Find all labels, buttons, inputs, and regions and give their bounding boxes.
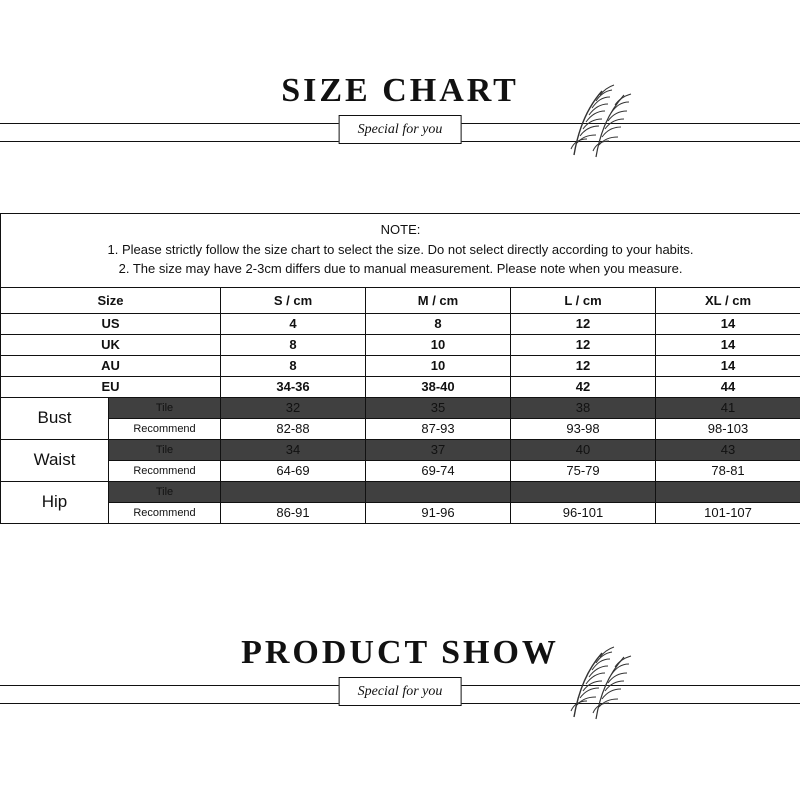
cell-bust-tile-l: 38 bbox=[511, 397, 656, 418]
cell-us-m: 8 bbox=[366, 313, 511, 334]
size-chart-table-wrap bbox=[0, 213, 800, 524]
cell-au-xl: 14 bbox=[656, 355, 800, 376]
cell-waist-tile-s: 34 bbox=[221, 439, 366, 460]
cell-hip-rec-m: 91-96 bbox=[366, 502, 511, 523]
sublabel-bust-recommend: Recommend bbox=[109, 418, 221, 439]
cell-uk-m: 10 bbox=[366, 334, 511, 355]
table-row bbox=[1, 334, 800, 355]
cell-bust-rec-m: 87-93 bbox=[366, 418, 511, 439]
ribbon-label: Special for you bbox=[357, 684, 443, 700]
row-label-eu: EU bbox=[1, 376, 221, 397]
sublabel-waist-recommend: Recommend bbox=[109, 460, 221, 481]
ribbon-badge-top bbox=[339, 115, 462, 144]
ribbon-label: Special for you bbox=[357, 122, 443, 138]
note-cell bbox=[1, 214, 800, 288]
note-row bbox=[1, 214, 800, 288]
note-line-2: 2. The size may have 2-3cm differs due to manual measurement. Please note when you measure. bbox=[118, 261, 683, 276]
cell-waist-tile-xl: 43 bbox=[656, 439, 800, 460]
row-label-uk: UK bbox=[1, 334, 221, 355]
group-label-waist: Waist bbox=[1, 439, 109, 481]
cell-us-s: 4 bbox=[221, 313, 366, 334]
table-row bbox=[1, 355, 800, 376]
sublabel-waist-tile: Tile bbox=[109, 439, 221, 460]
table-row-waist-tile bbox=[1, 439, 800, 460]
table-row-bust-tile bbox=[1, 397, 800, 418]
cell-uk-s: 8 bbox=[221, 334, 366, 355]
cell-eu-m: 38-40 bbox=[366, 376, 511, 397]
page-title: SIZE CHART bbox=[281, 72, 519, 109]
cell-bust-rec-s: 82-88 bbox=[221, 418, 366, 439]
cell-bust-tile-xl: 41 bbox=[656, 397, 800, 418]
banner-rules bbox=[0, 115, 800, 149]
sublabel-bust-tile: Tile bbox=[109, 397, 221, 418]
column-header-m: M / cm bbox=[366, 287, 511, 313]
cell-waist-rec-xl: 78-81 bbox=[656, 460, 800, 481]
cell-hip-tile-s bbox=[221, 481, 366, 502]
cell-au-m: 10 bbox=[366, 355, 511, 376]
cell-eu-s: 34-36 bbox=[221, 376, 366, 397]
column-header-size: Size bbox=[1, 287, 221, 313]
cell-hip-tile-xl bbox=[656, 481, 800, 502]
row-label-us: US bbox=[1, 313, 221, 334]
cell-waist-rec-s: 64-69 bbox=[221, 460, 366, 481]
table-row-waist-recommend bbox=[1, 460, 800, 481]
banner-rules-bottom bbox=[0, 677, 800, 711]
table-row-bust-recommend bbox=[1, 418, 800, 439]
table-header-row bbox=[1, 287, 800, 313]
size-chart-table bbox=[0, 213, 800, 524]
cell-uk-xl: 14 bbox=[656, 334, 800, 355]
cell-au-l: 12 bbox=[511, 355, 656, 376]
group-label-bust: Bust bbox=[1, 397, 109, 439]
section-title-product-show: PRODUCT SHOW bbox=[241, 634, 559, 671]
cell-us-xl: 14 bbox=[656, 313, 800, 334]
cell-us-l: 12 bbox=[511, 313, 656, 334]
cell-waist-rec-l: 75-79 bbox=[511, 460, 656, 481]
cell-waist-tile-m: 37 bbox=[366, 439, 511, 460]
sublabel-hip-recommend: Recommend bbox=[109, 502, 221, 523]
cell-bust-rec-xl: 98-103 bbox=[656, 418, 800, 439]
product-show-banner bbox=[0, 634, 800, 711]
cell-bust-tile-s: 32 bbox=[221, 397, 366, 418]
cell-eu-xl: 44 bbox=[656, 376, 800, 397]
cell-uk-l: 12 bbox=[511, 334, 656, 355]
table-row-hip-tile bbox=[1, 481, 800, 502]
cell-hip-tile-l bbox=[511, 481, 656, 502]
table-row-hip-recommend bbox=[1, 502, 800, 523]
cell-hip-tile-m bbox=[366, 481, 511, 502]
cell-waist-tile-l: 40 bbox=[511, 439, 656, 460]
ribbon-badge-bottom bbox=[339, 677, 462, 706]
group-label-hip: Hip bbox=[1, 481, 109, 523]
size-chart-banner bbox=[0, 72, 800, 149]
cell-hip-rec-s: 86-91 bbox=[221, 502, 366, 523]
column-header-l: L / cm bbox=[511, 287, 656, 313]
note-line-1: 1. Please strictly follow the size chart to select the size. Do not select directly according to your habits. bbox=[107, 241, 694, 257]
cell-au-s: 8 bbox=[221, 355, 366, 376]
cell-hip-rec-l: 96-101 bbox=[511, 502, 656, 523]
table-row bbox=[1, 313, 800, 334]
row-label-au: AU bbox=[1, 355, 221, 376]
table-row bbox=[1, 376, 800, 397]
cell-waist-rec-m: 69-74 bbox=[366, 460, 511, 481]
sublabel-hip-tile: Tile bbox=[109, 481, 221, 502]
cell-eu-l: 42 bbox=[511, 376, 656, 397]
cell-bust-tile-m: 35 bbox=[366, 397, 511, 418]
note-heading: NOTE: bbox=[380, 222, 421, 237]
cell-hip-rec-xl: 101-107 bbox=[656, 502, 800, 523]
cell-bust-rec-l: 93-98 bbox=[511, 418, 656, 439]
column-header-s: S / cm bbox=[221, 287, 366, 313]
column-header-xl: XL / cm bbox=[656, 287, 800, 313]
